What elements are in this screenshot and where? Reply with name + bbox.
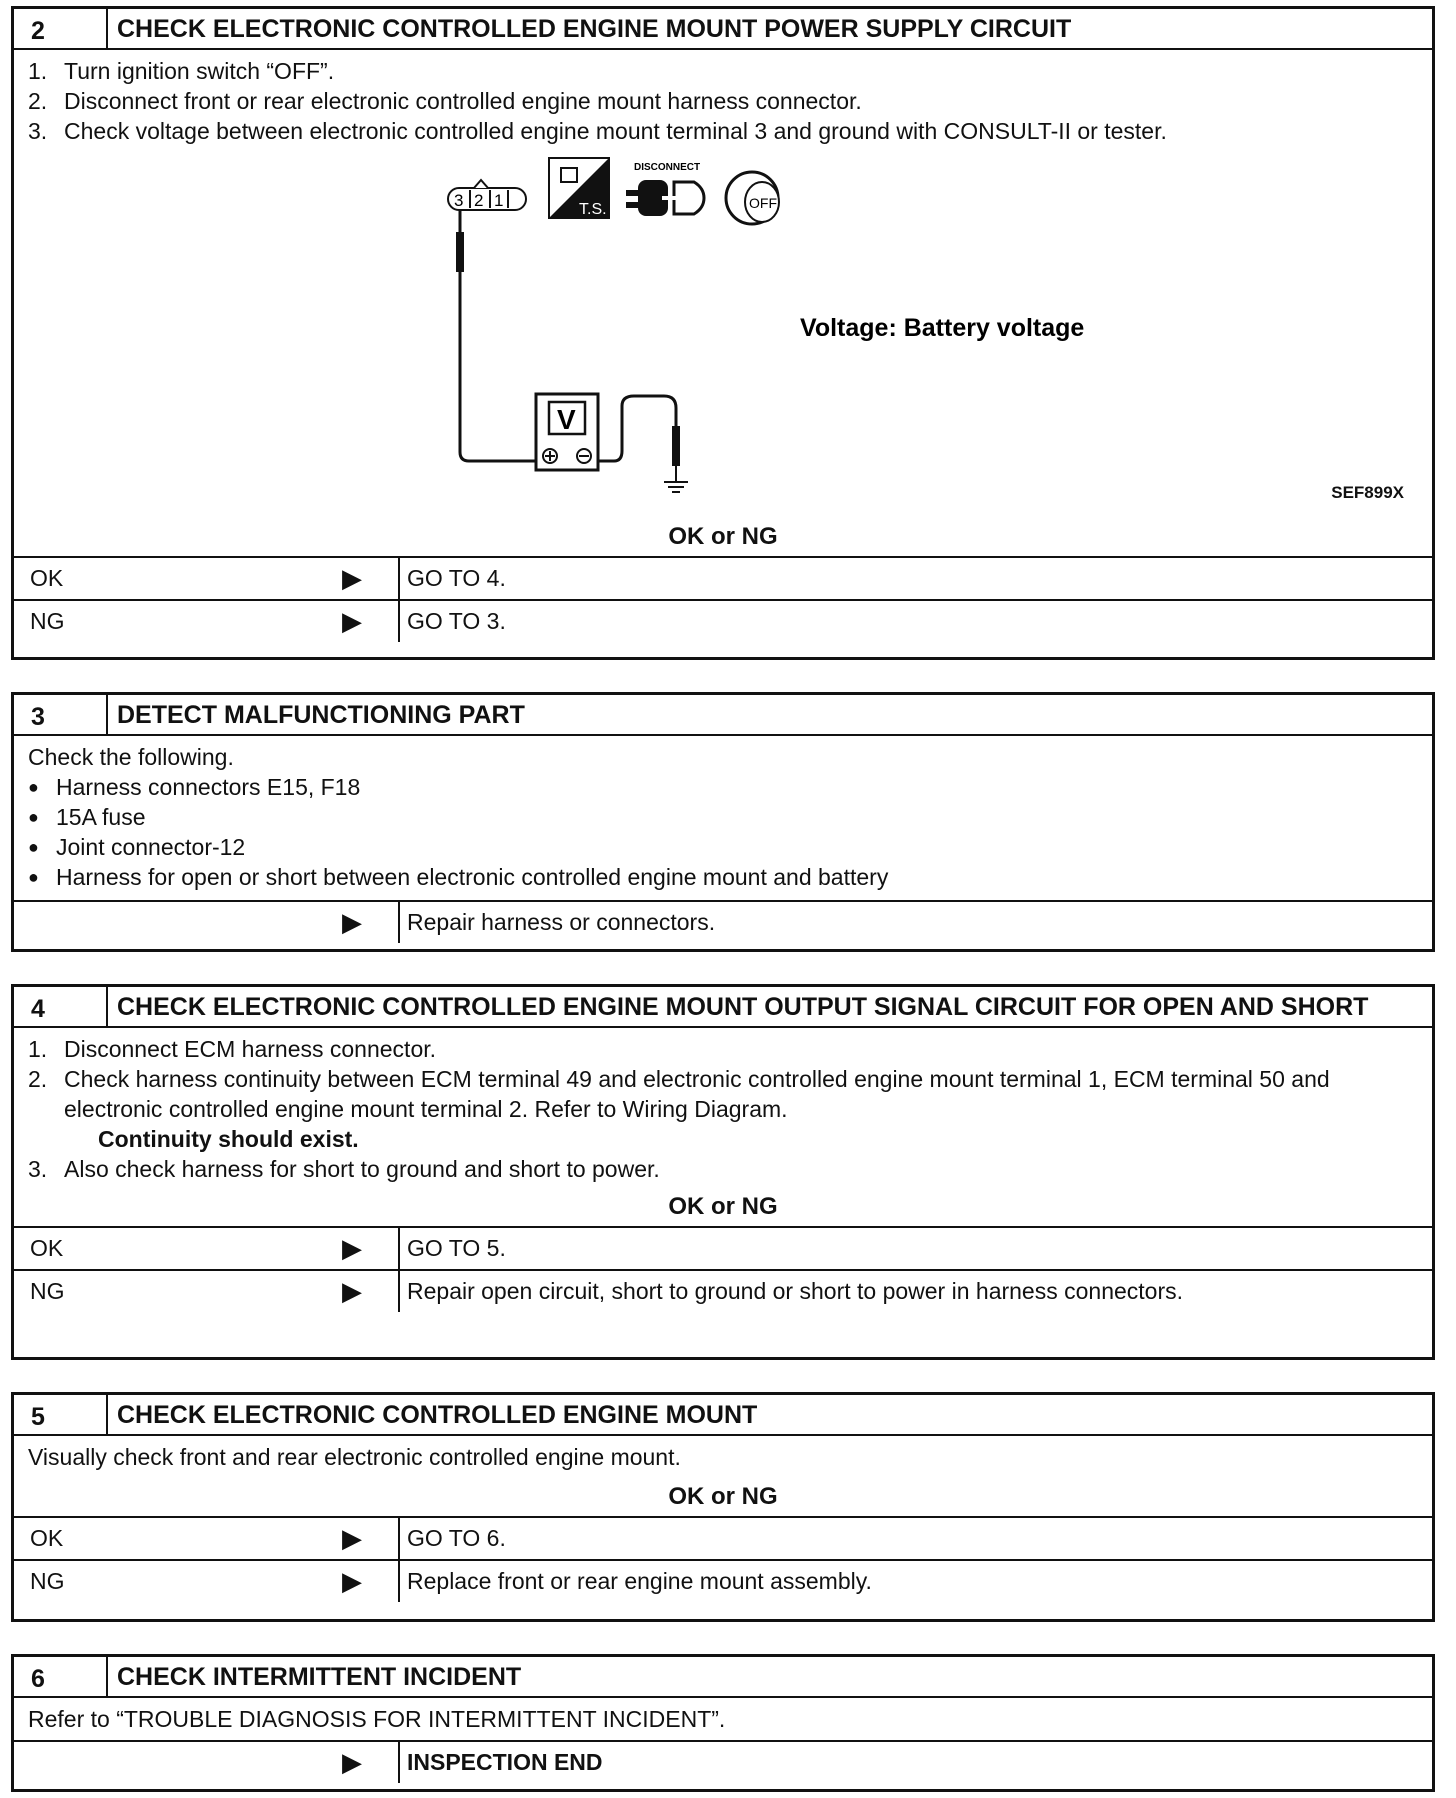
step-number: 6 <box>14 1657 108 1696</box>
result-action: INSPECTION END <box>407 1749 603 1775</box>
result-row-ng <box>14 1269 1432 1312</box>
step-text: Visually check front and rear electronic controlled engine mount. <box>28 1444 681 1470</box>
result-label: NG <box>30 1278 65 1304</box>
instruction-item: 1. Disconnect ECM harness connector. <box>28 1036 437 1062</box>
ok-or-ng-label: OK or NG <box>668 1483 778 1510</box>
check-item: ● Harness for open or short between electronic controlled engine mount and battery <box>28 864 889 890</box>
result-row-ng <box>14 599 1432 642</box>
disconnect-icon <box>626 162 704 216</box>
result-label: OK <box>30 1525 64 1551</box>
ignition-off-key-icon <box>726 172 779 224</box>
instruction-item <box>28 56 1418 86</box>
voltage-spec: Voltage: Battery voltage <box>800 314 1085 342</box>
step-3-box <box>11 692 1435 952</box>
step-body <box>14 1436 1432 1516</box>
result-label: OK <box>30 1235 64 1261</box>
step-title: DETECT MALFUNCTIONING PART <box>117 701 525 729</box>
figure-reference: SEF899X <box>1331 483 1404 502</box>
meter-label: V <box>557 404 576 435</box>
step-number: 4 <box>14 987 108 1026</box>
ok-or-ng-label: OK or NG <box>668 523 778 550</box>
result-row-ok <box>14 556 1432 599</box>
ts-label: T.S. <box>579 201 607 218</box>
instruction-item: 3. Also check harness for short to ground and short to power. <box>28 1156 660 1182</box>
step-body <box>14 1698 1432 1740</box>
step-body <box>14 736 1432 900</box>
step-title: CHECK ELECTRONIC CONTROLLED ENGINE MOUNT POWER SUPPLY CIRCUIT <box>117 15 1072 43</box>
instruction-list <box>28 56 1418 146</box>
arrow-icon: ▶ <box>342 1276 362 1306</box>
continuity-note: Continuity should exist. <box>98 1126 359 1152</box>
step-number: 5 <box>14 1395 108 1434</box>
step-5-box <box>11 1392 1435 1622</box>
arrow-icon: ▶ <box>342 1566 362 1596</box>
check-list <box>28 772 1418 892</box>
step-header <box>14 987 1432 1028</box>
result-action: GO TO 6. <box>407 1525 506 1551</box>
item-text: Check voltage between electronic controlled engine mount terminal 3 and ground with CONSULT-II or tester. <box>64 118 1167 144</box>
result-action: Repair open circuit, short to ground or short to power in harness connectors. <box>407 1278 1184 1304</box>
arrow-icon: ▶ <box>342 606 362 636</box>
item-number: 2. <box>28 88 48 114</box>
check-item: ● 15A fuse <box>28 804 146 830</box>
result-label: NG <box>30 608 65 634</box>
step-text: Refer to “TROUBLE DIAGNOSIS FOR INTERMITTENT INCIDENT”. <box>28 1706 726 1732</box>
check-item: ● Joint connector-12 <box>28 834 246 860</box>
result-action: GO TO 3. <box>407 608 506 634</box>
step-header <box>14 1395 1432 1436</box>
disconnect-label: DISCONNECT <box>634 162 701 173</box>
ok-or-ng-label: OK or NG <box>668 1193 778 1220</box>
positive-probe <box>456 210 536 461</box>
circuit-diagram <box>14 146 1404 516</box>
instruction-list <box>28 1034 1418 1184</box>
step-header <box>14 9 1432 50</box>
step-2-box <box>11 6 1435 660</box>
item-number: 3. <box>28 118 48 144</box>
arrow-icon: ▶ <box>342 907 362 937</box>
result-row-ng <box>14 1559 1432 1602</box>
step-intro: Check the following. <box>28 744 234 770</box>
arrow-icon: ▶ <box>342 1747 362 1777</box>
result-row-ok <box>14 1516 1432 1559</box>
result-row <box>14 1740 1432 1783</box>
step-number: 3 <box>14 695 108 734</box>
item-text: Disconnect front or rear electronic controlled engine mount harness connector. <box>64 88 862 114</box>
result-row <box>14 900 1432 943</box>
step-body <box>14 50 1432 556</box>
step-header <box>14 695 1432 736</box>
step-4-box <box>11 984 1435 1360</box>
negative-probe <box>598 396 680 482</box>
instruction-item: 2. Check harness continuity between ECM terminal 49 and electronic controlled engine mount terminal 1, ECM terminal 50 and electronic controlled engine mount terminal 2. Refer to Wiring Diagram. <box>28 1066 1330 1122</box>
result-label: OK <box>30 565 64 591</box>
voltage-check-figure <box>28 146 1418 516</box>
result-action: Repair harness or connectors. <box>407 909 716 935</box>
item-number: 1. <box>28 58 48 84</box>
step-title: CHECK ELECTRONIC CONTROLLED ENGINE MOUNT <box>117 1401 758 1429</box>
step-body <box>14 1028 1432 1226</box>
terminal-1-label: 1 <box>494 191 504 210</box>
result-action: Replace front or rear engine mount assembly. <box>407 1568 872 1594</box>
tester-ts-icon <box>549 158 609 218</box>
step-6-box <box>11 1654 1435 1792</box>
check-item: ● Harness connectors E15, F18 <box>28 774 361 800</box>
item-text: Turn ignition switch “OFF”. <box>64 58 335 84</box>
connector-icon <box>448 180 526 210</box>
result-action: GO TO 5. <box>407 1235 506 1261</box>
terminal-2-label: 2 <box>474 191 484 210</box>
step-number: 2 <box>14 9 108 48</box>
step-title: CHECK ELECTRONIC CONTROLLED ENGINE MOUNT OUTPUT SIGNAL CIRCUIT FOR OPEN AND SHORT <box>117 993 1369 1021</box>
ground-icon <box>664 482 688 492</box>
terminal-3-label: 3 <box>454 191 464 210</box>
voltmeter-icon <box>536 394 598 470</box>
instruction-item <box>28 116 1418 146</box>
arrow-icon: ▶ <box>342 563 362 593</box>
instruction-item <box>28 86 1418 116</box>
result-action: GO TO 4. <box>407 565 506 591</box>
off-label: OFF <box>749 195 777 211</box>
step-header <box>14 1657 1432 1698</box>
arrow-icon: ▶ <box>342 1233 362 1263</box>
result-row-ok <box>14 1226 1432 1269</box>
arrow-icon: ▶ <box>342 1523 362 1553</box>
step-title: CHECK INTERMITTENT INCIDENT <box>117 1663 522 1691</box>
result-label: NG <box>30 1568 65 1594</box>
